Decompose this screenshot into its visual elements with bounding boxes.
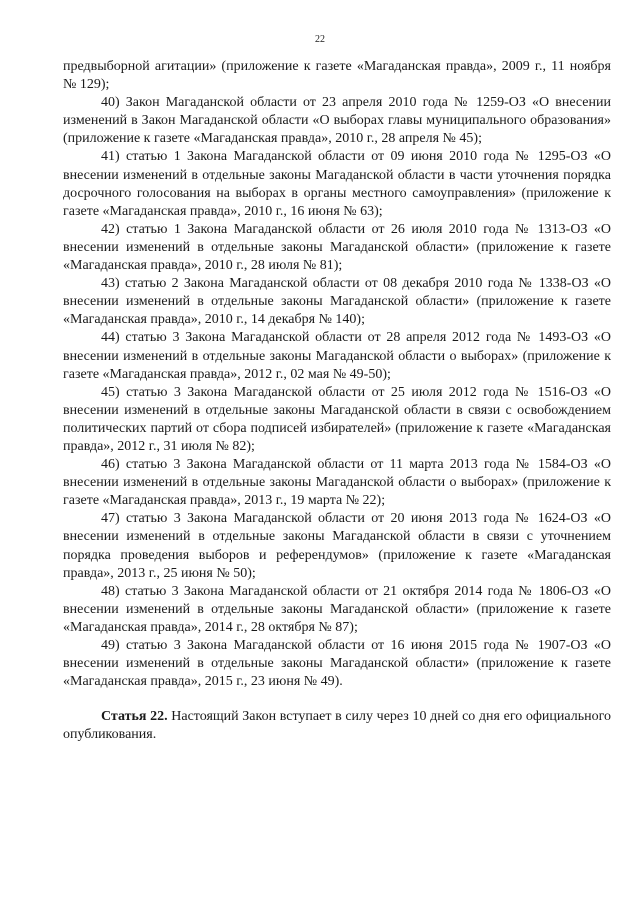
article-22 [63,708,611,744]
list-item-40: 40) Закон Магаданской области от 23 апреля 2010 года № 1259-ОЗ «О внесении изменений в Закон Магаданской области «О выборах главы муниципального образования» (приложение к газете «Магаданская правда», 2010 г., 28 апреля № 45); [63,95,611,147]
list-item-47: 47) статью 3 Закона Магаданской области от 20 июня 2013 года № 1624-ОЗ «О внесении изменений в отдельные законы Магаданской области в связи с уточнением порядка проведения выборов и референдумов» (приложение к газете «Магаданская правда», 2013 г., 25 июня № 50); [63,511,611,581]
article-label: Статья 22. [101,709,168,725]
list-item-43: 43) статью 2 Закона Магаданской области от 08 декабря 2010 года № 1338-ОЗ «О внесении изменений в отдельные законы Магаданской области» (приложение к газете «Магаданская правда», 2010 г., 14 декабря № 140); [63,276,611,328]
page-number: 22 [315,34,325,45]
list-item-45: 45) статью 3 Закона Магаданской области от 25 июля 2012 года № 1516-ОЗ «О внесении изменений в отдельные законы Магаданской области в связи с освобождением политических партий от сбора подписей избирателей» (приложение к газете «Магаданская правда», 2012 г., 31 июля № 82); [63,384,611,454]
list-item-48: 48) статью 3 Закона Магаданской области от 21 октября 2014 года № 1806-ОЗ «О внесении изменений в отдельные законы Магаданской области» (приложение к газете «Магаданская правда», 2014 г., 28 октября № 87); [63,583,611,635]
list-item-49: 49) статью 3 Закона Магаданской области от 16 июня 2015 года № 1907-ОЗ «О внесении изменений в отдельные законы Магаданской области» (приложение к газете «Магаданская правда», 2015 г., 23 июня № 49). [63,638,611,690]
document-body [63,58,611,744]
list-item-41: 41) статью 1 Закона Магаданской области от 09 июня 2010 года № 1295-ОЗ «О внесении изменений в отдельные законы Магаданской области в части уточнения порядка досрочного голосования на выборах в органы местного самоуправления» (приложение к газете «Магаданская правда», 2010 г., 16 июня № 63); [63,149,611,219]
article-text: Настоящий Закон вступает в силу через 10 дней со дня его официального опубликования. [63,709,611,743]
list-item-42: 42) статью 1 Закона Магаданской области от 26 июля 2010 года № 1313-ОЗ «О внесении изменений в отдельные законы Магаданской области» (приложение к газете «Магаданская правда», 2010 г., 28 июля № 81); [63,221,611,274]
list-item-44: 44) статью 3 Закона Магаданской области от 28 апреля 2012 года № 1493-ОЗ «О внесении изменений в отдельные законы Магаданской области о выборах» (приложение к газете «Магаданская правда», 2012 г., 02 мая № 49-50); [63,330,611,382]
paragraph-continuation: предвыборной агитации» (приложение к газете «Магаданская правда», 2009 г., 11 ноября № 129); [63,59,611,93]
list-item-46: 46) статью 3 Закона Магаданской области от 11 марта 2013 года № 1584-ОЗ «О внесении изменений в отдельные законы Магаданской области о выборах» (приложение к газете «Магаданская правда», 2013 г., 19 марта № 22); [63,457,611,509]
